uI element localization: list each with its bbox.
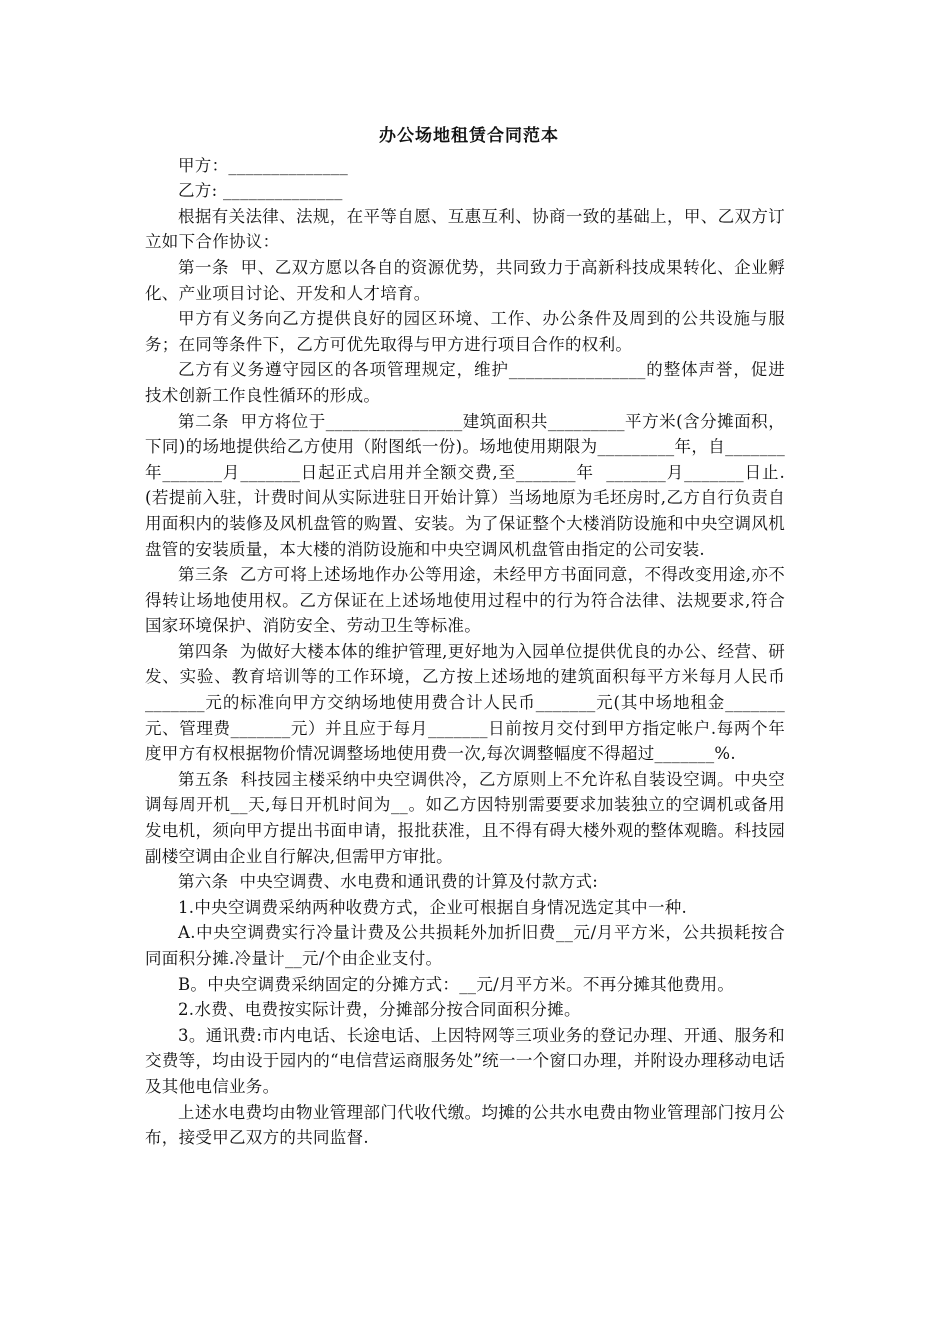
article-5-paragraph: 第五条 科技园主楼采纳中央空调供冷，乙方原则上不允许私自装设空调。中央空调每周开机__天,每日开机时间为__。如乙方因特别需要要求加装独立的空调机或备用发电机，须向甲方提出书面申请，报批获准，且不得有碍大楼外观的整体观瞻。科技园副楼空调由企业自行解决,但需甲方审批。 xyxy=(145,769,785,866)
article-3-paragraph: 第三条 乙方可将上述场地作办公等用途，未经甲方书面同意，不得改变用途,亦不得转让场地使用权。乙方保证在上述场地使用过程中的行为符合法律、法规要求,符合国家环境保护、消防安全、劳动卫生等标准。 xyxy=(145,565,785,636)
article-6-item-1b: B。中央空调费采纳固定的分摊方式：__元/月平方米。不再分摊其他费用。 xyxy=(178,974,735,994)
article-2-paragraph: 第二条 甲方将位于________________建筑面积共_________平方米(含分摊面积，下同)的场地提供给乙方使用（附图纸一份)。场地使用期限为_________年，自_______年_______月_______日起正式启用并全额交费,至_______年 _______月_______日止.(若提前入驻，计费时间从实际进驻日开始计算）当场地原为毛坯房时,乙方自行负责自用面积内的装修及风机盘管的购置、安装。为了保证整个大楼消防设施和中央空调风机盘管的安装质量，本大楼的消防设施和中央空调风机盘管由指定的公司安装. xyxy=(145,411,785,559)
party-a-line: 甲方：______________ xyxy=(178,155,349,175)
article-6-item-2: 2.水费、电费按实际计费，分摊部分按合同面积分摊。 xyxy=(178,1000,581,1020)
party-a-obligation-paragraph: 甲方有义务向乙方提供良好的园区环境、工作、办公条件及周到的公共设施与服务；在同等条件下，乙方可优先取得与甲方进行项目合作的权利。 xyxy=(145,309,785,354)
contract-document xyxy=(145,124,785,1151)
preamble-paragraph: 根据有关法律、法规，在平等自愿、互惠互利、协商一致的基础上，甲、乙双方订立如下合作协议： xyxy=(145,206,785,252)
article-6-item-3: 3。通讯费:市内电话、长途电话、上因特网等三项业务的登记办理、开通、服务和交费等，均由设于园内的“电信营运商服务处”统一一个窗口办理，并附设办理移动电话及其他电信业务。 xyxy=(145,1025,785,1096)
article-1-paragraph: 第一条 甲、乙双方愿以各自的资源优势，共同致力于高新科技成果转化、企业孵化、产业项目讨论、开发和人才培育。 xyxy=(145,257,785,303)
party-b-line: 乙方: ______________ xyxy=(178,181,343,201)
document-title: 办公场地租赁合同范本 xyxy=(379,126,559,146)
article-6-item-1: 1.中央空调费采纳两种收费方式，企业可根据自身情况选定其中一种. xyxy=(178,897,688,917)
article-4-paragraph: 第四条 为做好大楼本体的维护管理,更好地为入园单位提供优良的办公、经营、研发、实验、教育培训等的工作环境，乙方按上述场地的建筑面积每平方米每月人民币_______元的标准向甲方交纳场地使用费合计人民币_______元(其中场地租金_______元、管理费_______元）并且应于每月_______日前按月交付到甲方指定帐户.每两个年度甲方有权根据物价情况调整场地使用费一次,每次调整幅度不得超过_______%. xyxy=(145,641,785,764)
party-b-obligation-paragraph: 乙方有义务遵守园区的各项管理规定，维护________________的整体声誉，促进技术创新工作良性循环的形成。 xyxy=(145,360,785,405)
article-6-heading: 第六条 中央空调费、水电费和通讯费的计算及付款方式: xyxy=(178,872,599,892)
article-6-item-1a: A.中央空调费实行冷量计费及公共损耗外加折旧费__元/月平方米，公共损耗按合同面积分摊.冷量计__元/个由企业支付。 xyxy=(145,923,785,968)
utilities-note-paragraph: 上述水电费均由物业管理部门代收代缴。均摊的公共水电费由物业管理部门按月公布，接受甲乙双方的共同监督. xyxy=(145,1102,785,1148)
